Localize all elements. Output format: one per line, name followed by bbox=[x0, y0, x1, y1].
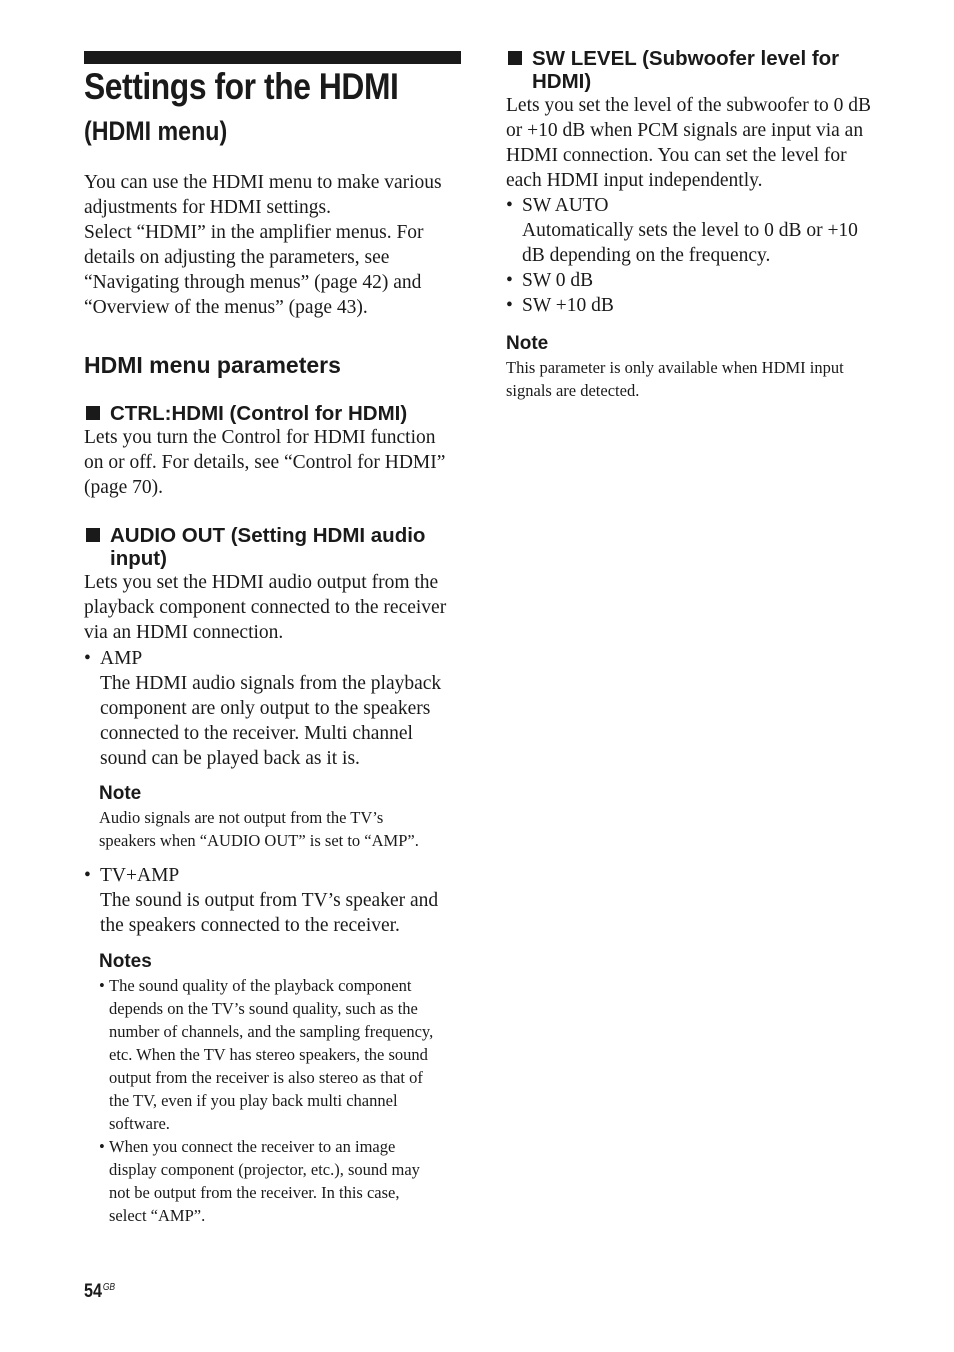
bullet-dot-icon: • bbox=[506, 295, 513, 316]
list-item: • SW 0 dB bbox=[506, 270, 594, 291]
sw-level-note: Note This parameter is only available when HDMI input signals are detected. bbox=[506, 333, 844, 400]
sw-level-section: SW LEVEL (Subwoofer level for HDMI) Lets you set the level of the subwoofer to 0 dB or +10 dB when PCM signals are input via an HDMI connection. You can set the level for each HDMI input independently. • SW AUTO Automatically sets the level to 0 dB or +10 dB depending on the frequency. • SW 0 dB • SW +10 dB Note This parameter is only available when HDMI input signals are detected. bbox=[506, 47, 882, 402]
list-item: • TV+AMP The sound is output from TV’s speaker and the speakers connected to the receiver. bbox=[84, 865, 439, 936]
list-item: • SW +10 dB bbox=[506, 295, 614, 316]
page-title: Settings for the HDMI bbox=[84, 66, 399, 107]
list-item: • The sound quality of the playback component depends on the TV’s sound quality, such as the number of channels, and the sampling frequency, etc. When the TV has stereo speakers, the sound output from the receiver is also stereo as that of the TV, even if you play back multi channel software. bbox=[99, 976, 434, 1133]
bullet-dot-icon: • bbox=[506, 195, 513, 216]
list-item: • SW AUTO Automatically sets the level to 0 dB or +10 dB depending on the frequency. bbox=[506, 195, 858, 266]
square-bullet-icon bbox=[86, 528, 100, 542]
page-number: $54^{GB}$ bbox=[84, 1281, 116, 1302]
square-bullet-icon bbox=[86, 406, 100, 420]
page-subtitle: (HDMI menu) bbox=[84, 116, 228, 146]
title-rule bbox=[84, 51, 461, 64]
tv-amp-notes: Notes • The sound quality of the playback component depends on the TV’s sound quality, such as the number of channels, and the sampling frequency, etc. When the TV has stereo speakers, the sound output from the receiver is also stereo as that of the TV, even if you play back multi channel software. • When you connect the receiver to an image display component (projector, etc.), sound may not be output from the receiver. In this case, select “AMP”. bbox=[84, 950, 462, 1227]
ctrl-hdmi-section: CTRL:HDMI (Control for HDMI) Lets you turn the Control for HDMI function on or off. For details, see “Control for HDMI” (page 70). bbox=[84, 402, 462, 500]
intro-paragraph: You can use the HDMI menu to make various adjustments for HDMI settings. Select “HDMI” in the amplifier menus. For details on adjusting the parameters, see “Navigating through menus” (page 42) and “Overview of the menus” (page 43). bbox=[84, 172, 442, 318]
audio-out-section: AUDIO OUT (Setting HDMI audio input) Lets you set the HDMI audio output from the playback component connected to the receiver via an HDMI connection. • AMP The HDMI audio signals from the playback component are only output to the speakers connected to the receiver. Multi channel sound can be played back as it is. Note Audio signals are not output from the TV’s speakers when “AUDIO OUT” is set to “AMP”. • TV+AMP The sound is output from TV’s speaker and the speakers connected to the receiver. Notes • The sound quality of the playback component depends on the TV’s sound quality, such as the number of channels, and the sampling frequency, etc. When the TV has stereo speakers, the sound output from the receiver is also stereo as that of the TV, even if you play back multi channel software. • When you connect the receiver to an image display component (projector, etc.), sound may not be output from the receiver. In this case, select “AMP”. bbox=[84, 524, 462, 1227]
bullet-dot-icon: • bbox=[84, 648, 91, 669]
list-item: • When you connect the receiver to an image display component (projector, etc.), sound may not be output from the receiver. In this case, select “AMP”. bbox=[99, 1137, 420, 1225]
bullet-dot-icon: • bbox=[99, 976, 105, 995]
params-heading: HDMI menu parameters bbox=[84, 352, 341, 378]
audio-out-heading: AUDIO OUT (Setting HDMI audio input) bbox=[84, 524, 462, 570]
list-item: • AMP The HDMI audio signals from the playback component are only output to the speakers connected to the receiver. Multi channel sound can be played back as it is. bbox=[84, 648, 442, 769]
amp-note: Note Audio signals are not output from the TV’s speakers when “AUDIO OUT” is set to “AMP”. bbox=[99, 783, 419, 850]
bullet-dot-icon: • bbox=[84, 865, 91, 886]
square-bullet-icon bbox=[508, 51, 522, 65]
ctrl-hdmi-heading: CTRL:HDMI (Control for HDMI) bbox=[84, 402, 462, 425]
bullet-dot-icon: • bbox=[506, 270, 513, 291]
sw-level-heading: SW LEVEL (Subwoofer level for HDMI) bbox=[506, 47, 882, 93]
bullet-dot-icon: • bbox=[99, 1137, 105, 1156]
